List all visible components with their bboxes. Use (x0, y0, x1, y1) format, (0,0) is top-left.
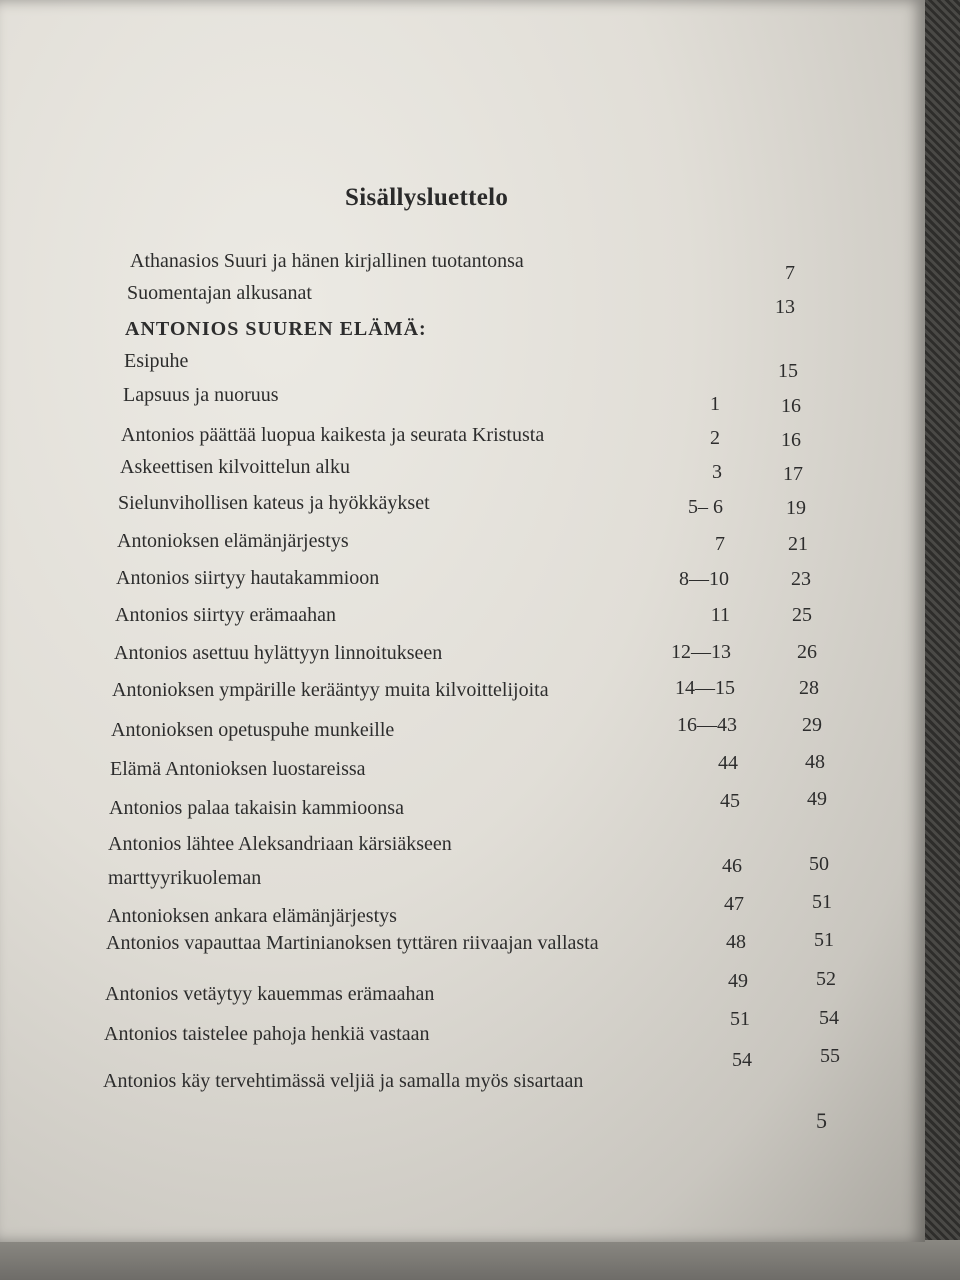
toc-entry-section: 3 (712, 461, 722, 483)
toc-entry-title: Esipuhe (124, 350, 189, 372)
toc-entry-page: 17 (783, 463, 803, 485)
toc-entry-section: 47 (724, 893, 744, 915)
toc-entry-title: Elämä Antonioksen luostareissa (110, 758, 366, 780)
page-title: Sisällysluettelo (345, 184, 509, 211)
page-number: 5 (816, 1108, 827, 1133)
toc-entry-page: 48 (805, 751, 825, 773)
toc-entry-title: Antonios vetäytyy kauemmas erämaahan (105, 983, 435, 1005)
toc-entry-section: 51 (730, 1008, 750, 1030)
toc-entry-title: Antonioksen ankara elämänjärjestys (107, 905, 397, 927)
toc-entry-page: 16 (781, 429, 801, 451)
toc-entry-page: 15 (778, 360, 798, 382)
toc-entry-title: Antonioksen elämänjärjestys (117, 530, 349, 552)
toc-entry-page: 51 (812, 891, 832, 913)
toc-entry-title-continued: marttyyrikuoleman (108, 867, 262, 889)
toc-entry-page: 49 (807, 788, 827, 810)
toc-entry-section: 5– 6 (688, 496, 723, 518)
toc-entry-title: Antonioksen opetuspuhe munkeille (111, 719, 395, 741)
toc-entry-section: 2 (710, 427, 720, 449)
toc-entry-title: Antonioksen ympärille kerääntyy muita kilvoittelijoita (112, 679, 549, 701)
toc-entry-title: Antonios lähtee Aleksandriaan kärsiäkseen (108, 833, 452, 855)
toc-entry-page: 16 (781, 395, 801, 417)
toc-entry-section: 49 (728, 970, 748, 992)
toc-entry-section: 45 (720, 790, 740, 812)
toc-entry-title: Antonios siirtyy hautakammioon (116, 567, 380, 589)
toc-entry-section: 11 (710, 604, 730, 626)
toc-entry-page: 29 (802, 714, 822, 736)
toc-entry-title: Antonios vapauttaa Martinianoksen tyttären riivaajan vallasta (106, 932, 599, 954)
toc-entry-title: Suomentajan alkusanat (127, 282, 312, 304)
toc-entry-page: 7 (785, 262, 795, 284)
toc-entry-page: 55 (820, 1045, 840, 1067)
toc-entry-title: Lapsuus ja nuoruus (123, 384, 279, 406)
toc-entry-section: 46 (722, 855, 742, 877)
toc-entry-section: 14—15 (675, 677, 735, 699)
toc-entry-page: 50 (809, 853, 829, 875)
toc-entry-section: 54 (732, 1049, 752, 1071)
section-heading: ANTONIOS SUUREN ELÄMÄ: (125, 318, 427, 340)
toc-entry-title: Antonios siirtyy erämaahan (115, 604, 337, 626)
toc-entry-title: Antonios asettuu hylättyyn linnoitukseen (114, 642, 443, 664)
toc-entry-title: Askeettisen kilvoittelun alku (120, 456, 350, 478)
toc-entry-page: 51 (814, 929, 834, 951)
toc-entry-title: Antonios käy tervehtimässä veljiä ja samalla myös sisartaan (103, 1070, 584, 1092)
toc-entry-section: 7 (715, 533, 725, 555)
toc-entry-section: 44 (718, 752, 738, 774)
toc-entry-section: 1 (710, 393, 720, 415)
toc-entry-page: 19 (786, 497, 806, 519)
toc-entry-page: 28 (799, 677, 819, 699)
toc-entry-page: 25 (792, 604, 812, 626)
toc-entry-page: 54 (819, 1007, 839, 1029)
toc-entry-page: 23 (791, 568, 811, 590)
toc-entry-section: 12—13 (671, 641, 731, 663)
toc-entry-page: 52 (816, 968, 836, 990)
toc-entry-section: 48 (726, 931, 746, 953)
background-fabric (922, 0, 960, 1280)
toc-entry-section: 16—43 (677, 714, 737, 736)
toc-entry-section: 8—10 (679, 568, 729, 590)
background-surface (0, 1240, 960, 1280)
toc-entry-title: Antonios taistelee pahoja henkiä vastaan (104, 1023, 430, 1045)
toc-entry-page: 26 (797, 641, 817, 663)
toc-entry-page: 21 (788, 533, 808, 555)
toc-entry-title: Antonios palaa takaisin kammioonsa (109, 797, 404, 819)
toc-entry-title: Antonios päättää luopua kaikesta ja seurata Kristusta (121, 424, 545, 446)
toc-entry-page: 13 (775, 296, 795, 318)
toc-entry-title: Athanasios Suuri ja hänen kirjallinen tuotantonsa (130, 250, 524, 272)
toc-entry-title: Sielunvihollisen kateus ja hyökkäykset (118, 492, 430, 514)
